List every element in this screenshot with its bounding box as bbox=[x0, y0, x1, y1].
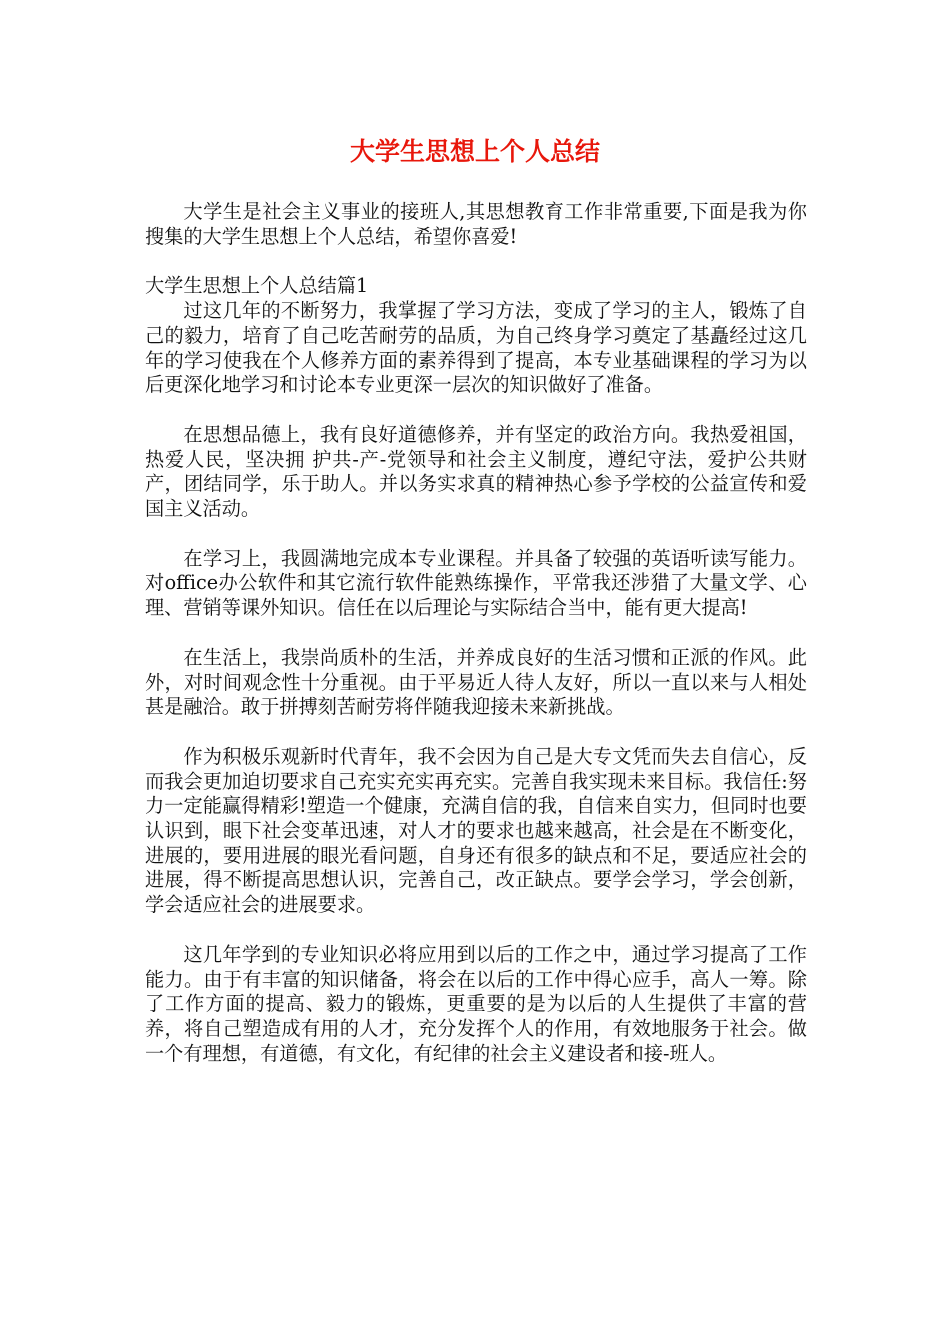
body-paragraph-4: 在生活上，我崇尚质朴的生活，并养成良好的生活习惯和正派的作风。此外，对时间观念性十分重视。由于平易近人待人友好，所以一直以来与人相处甚是融洽。敢于拼搏刻苦耐劳将伴随我迎接未来新挑战。 bbox=[145, 645, 807, 719]
body-paragraph-3: 在学习上，我圆满地完成本专业课程。并具备了较强的英语听读写能力。对office办公软件和其它流行软件能熟练操作，平常我还涉猎了大量文学、心理、营销等课外知识。信任在以后理论与实际结合当中，能有更大提高! bbox=[145, 546, 807, 620]
section-heading: 大学生思想上个人总结篇1 bbox=[145, 274, 369, 298]
body-paragraph-5: 作为积极乐观新时代青年，我不会因为自己是大专文凭而失去自信心，反而我会更加迫切要求自己充实充实再充实。完善自我实现未来目标。我信任:努力一定能赢得精彩!塑造一个健康，充满自信的我，自信来自实力，但同时也要认识到，眼下社会变革迅速，对人才的要求也越来越高，社会是在不断变化，进展的，要用进展的眼光看问题，自身还有很多的缺点和不足，要适应社会的进展，得不断提高思想认识，完善自己，改正缺点。要学会学习，学会创新，学会适应社会的进展要求。 bbox=[145, 744, 807, 917]
body-paragraph-2: 在思想品德上，我有良好道德修养，并有坚定的政治方向。我热爱祖国，热爱人民，坚决拥 护共-产-党领导和社会主义制度，遵纪守法，爱护公共财产，团结同学，乐于助人。并以务实求真的精神热心参予学校的公益宣传和爱国主义活动。 bbox=[145, 422, 807, 521]
body-paragraph-1: 过这几年的不断努力，我掌握了学习方法，变成了学习的主人，锻炼了自己的毅力，培育了自己吃苦耐劳的品质，为自己终身学习奠定了基矗经过这几年的学习使我在个人修养方面的素养得到了提高，本专业基础课程的学习为以后更深化地学习和讨论本专业更深一层次的知识做好了准备。 bbox=[145, 299, 807, 397]
intro-paragraph: 大学生是社会主义事业的接班人,其思想教育工作非常重要,下面是我为你搜集的大学生思想上个人总结，希望你喜爱! bbox=[145, 200, 807, 248]
document-body bbox=[145, 200, 807, 1091]
page-title: 大学生思想上个人总结 bbox=[349, 137, 600, 166]
body-paragraph-6: 这几年学到的专业知识必将应用到以后的工作之中，通过学习提高了工作能力。由于有丰富的知识储备，将会在以后的工作中得心应手，高人一筹。除了工作方面的提高、毅力的锻炼，更重要的是为以后的人生提供了丰富的营养，将自己塑造成有用的人才，充分发挥个人的作用，有效地服务于社会。做一个有理想，有道德，有文化，有纪律的社会主义建设者和接-班人。 bbox=[145, 942, 807, 1065]
